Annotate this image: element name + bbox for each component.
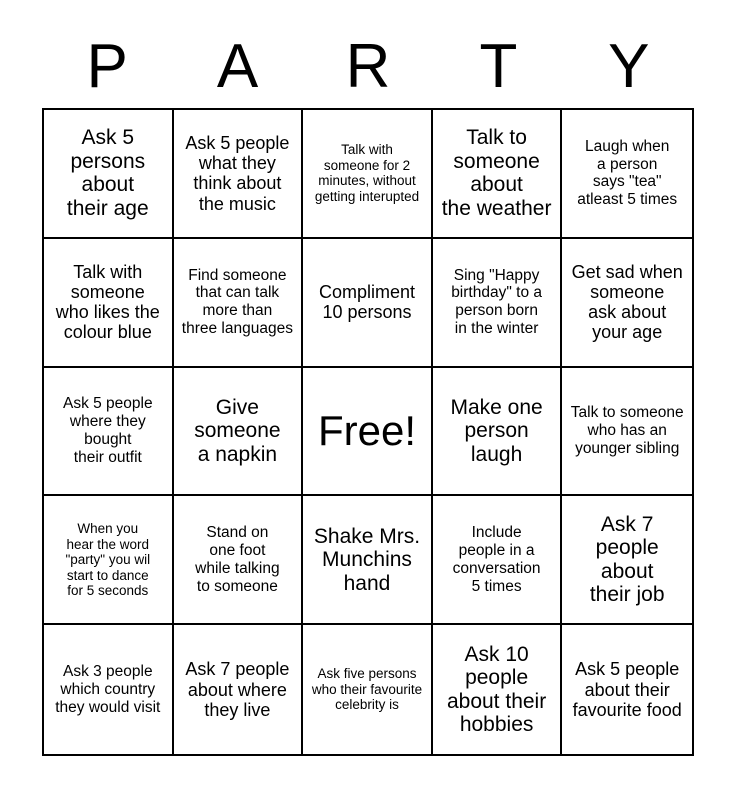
bingo-cell-r4c3[interactable] (303, 496, 433, 625)
cell-text: Ask 7 people about their job (589, 512, 665, 607)
bingo-cell-r2c2[interactable] (174, 239, 304, 368)
cell-text: Ask 7 people about where they live (185, 659, 290, 720)
cell-text: Talk to someone who has an younger sibling (570, 404, 684, 457)
bingo-cell-r4c1[interactable] (44, 496, 174, 625)
cell-text: Sing "Happy birthday" to a person born in the winter (451, 266, 542, 337)
bingo-cell-r1c4[interactable] (433, 110, 563, 239)
bingo-cell-r4c5[interactable] (562, 496, 692, 625)
title-letter-a: A (216, 32, 259, 101)
bingo-cell-r3c4[interactable] (433, 368, 563, 497)
title-letter-p: P (86, 32, 128, 101)
title-letter-r: R (345, 32, 391, 101)
bingo-cell-r4c2[interactable] (174, 496, 304, 625)
cell-text: Ask five persons who their favourite celebrity is (311, 666, 423, 713)
cell-text: Ask 3 people which country they would visit (55, 662, 161, 716)
bingo-cell-r2c5[interactable] (562, 239, 692, 368)
bingo-cell-r3c5[interactable] (562, 368, 692, 497)
bingo-cell-r2c3[interactable] (303, 239, 433, 368)
bingo-cell-r3c1[interactable] (44, 368, 174, 497)
cell-text: Ask 5 persons about their age (66, 126, 149, 220)
cell-text: Get sad when someone ask about your age (571, 261, 683, 343)
bingo-cell-r5c2[interactable] (174, 625, 304, 754)
title-letter-t: T (479, 32, 518, 101)
bingo-cell-r5c4[interactable] (433, 625, 563, 754)
card-title (42, 32, 694, 102)
cell-text: Ask 5 people where they bought their outfit (62, 395, 153, 466)
cell-text: Find someone that can talk more than three languages (181, 266, 293, 337)
free-cell[interactable] (303, 368, 433, 497)
cell-text: Ask 5 people about their favourite food (572, 659, 682, 720)
cell-text: Include people in a conversation 5 times (452, 524, 541, 595)
bingo-cell-r3c2[interactable] (174, 368, 304, 497)
cell-text: Laugh when a person says "tea" atleast 5 times (577, 137, 678, 209)
bingo-cell-r5c5[interactable] (562, 625, 692, 754)
cell-text: Stand on one foot while talking to someone (195, 524, 280, 595)
title-letter-y: Y (608, 32, 650, 101)
cell-text: Compliment 10 persons (318, 282, 415, 323)
bingo-cell-r5c3[interactable] (303, 625, 433, 754)
cell-text: Give someone a napkin (194, 395, 281, 466)
bingo-cell-r5c1[interactable] (44, 625, 174, 754)
cell-text: Talk with someone who likes the colour blue (55, 261, 160, 343)
bingo-grid (42, 108, 694, 756)
bingo-cell-r1c2[interactable] (174, 110, 304, 239)
cell-text: Free! (317, 406, 416, 454)
cell-text: When you hear the word "party" you wil start to dance for 5 seconds (65, 521, 151, 599)
cell-text: Shake Mrs. Munchins hand (313, 524, 421, 595)
cell-text: Talk with someone for 2 minutes, without getting interupted (314, 142, 420, 204)
bingo-cell-r1c3[interactable] (303, 110, 433, 239)
bingo-cell-r4c4[interactable] (433, 496, 563, 625)
cell-text: Make one person laugh (450, 395, 543, 466)
bingo-cell-r2c1[interactable] (44, 239, 174, 368)
cell-text: Ask 5 people what they think about the music (185, 133, 290, 214)
cell-text: Ask 10 people about their hobbies (446, 642, 547, 737)
cell-text: Talk to someone about the weather (441, 126, 552, 220)
bingo-cell-r1c1[interactable] (44, 110, 174, 239)
bingo-cell-r2c4[interactable] (433, 239, 563, 368)
bingo-cell-r1c5[interactable] (562, 110, 692, 239)
